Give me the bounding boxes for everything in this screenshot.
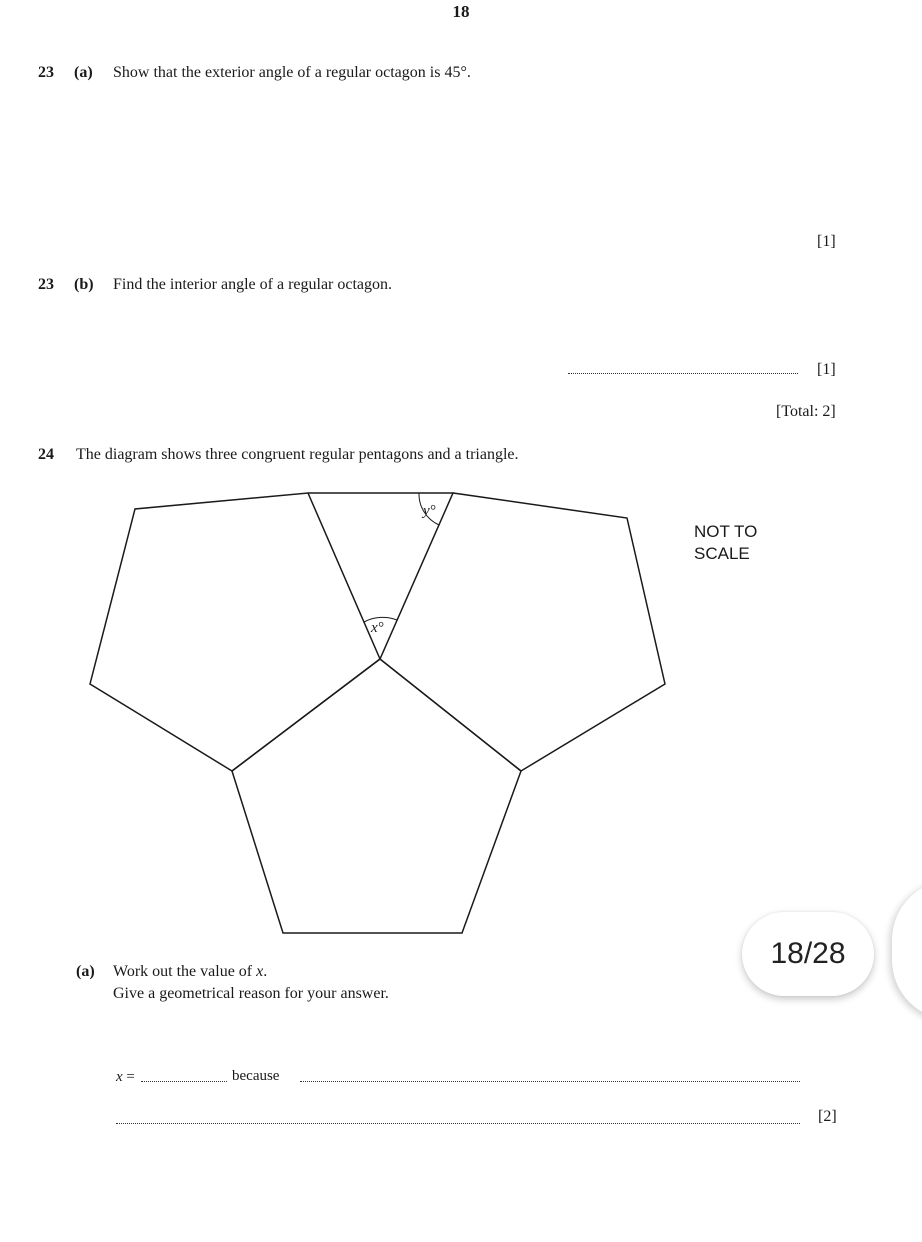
q24a-line1: Work out the value of x.: [113, 963, 268, 980]
right-pentagon: [380, 493, 665, 771]
q23a-number: 23: [38, 64, 54, 81]
total-marks: [Total: 2]: [776, 403, 836, 420]
q23b-text: Find the interior angle of a regular octagon.: [113, 276, 393, 293]
angle-y-label: y°: [423, 503, 436, 519]
q23b-number: 23: [38, 276, 54, 293]
q23a-part: (a): [74, 64, 93, 81]
q24-number: 24: [38, 446, 54, 463]
page-number: 18: [452, 2, 470, 21]
q23a-text: Show that the exterior angle of a regular octagon is 45°.: [113, 64, 471, 81]
reason-line-1[interactable]: [300, 1069, 800, 1082]
angle-x-label: x°: [371, 620, 384, 636]
q24a-part: (a): [76, 963, 95, 980]
q24a-marks: [2]: [818, 1108, 837, 1125]
reason-line-2[interactable]: [116, 1111, 800, 1124]
x-equals-label: x =: [116, 1069, 135, 1085]
bottom-pentagon: [232, 659, 521, 933]
q24-text: The diagram shows three congruent regular pentagons and a triangle.: [76, 446, 519, 463]
q23b-marks: [1]: [817, 361, 836, 378]
page-indicator: 18/28: [742, 912, 874, 996]
q24a-line2: Give a geometrical reason for your answer.: [113, 985, 389, 1002]
q23b-part: (b): [74, 276, 94, 293]
left-pentagon: [90, 493, 380, 771]
q23a-marks: [1]: [817, 233, 836, 250]
not-to-scale-note: NOT TO SCALE: [694, 522, 758, 563]
because-label: because: [232, 1068, 280, 1084]
x-answer-line[interactable]: [141, 1069, 227, 1082]
